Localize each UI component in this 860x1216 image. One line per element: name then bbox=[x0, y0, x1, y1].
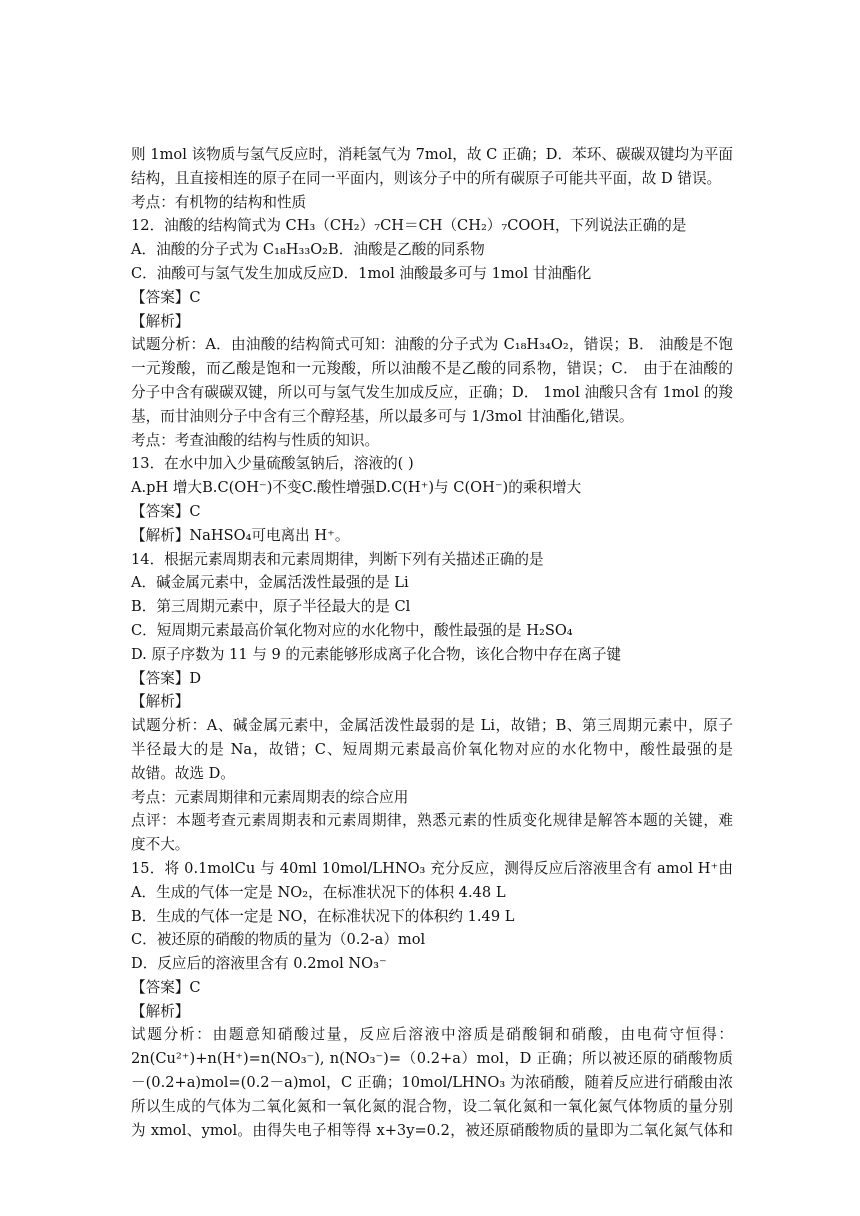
text-line bbox=[131, 476, 733, 500]
option-text: A.pH 增大 bbox=[131, 479, 203, 497]
text-line: 15．将 0.1molCu 与 40ml 10mol/LHNO₃ 充分反应，测得反应后溶液里含有 amol H⁺由 bbox=[131, 859, 733, 877]
text-line: 则 1mol 该物质与氢气反应时，消耗氢气为 7mol，故 C 正确；D．苯环、碳碳双键均为平面 bbox=[131, 146, 733, 163]
text-line: D．反应后的溶液里含有 0.2mol NO₃⁻ bbox=[131, 955, 387, 973]
option-text: C.酸性增强 bbox=[301, 479, 376, 497]
text-line: 试题分析：A、碱金属元素中，金属活泼性最弱的是 Li，故错；B、第三周期元素中，原子 bbox=[131, 717, 733, 735]
text-line: 一元羧酸，而乙酸是饱和一元羧酸，所以油酸不是乙酸的同系物，错误；C． 由于在油酸的 bbox=[131, 360, 733, 378]
text-line bbox=[131, 262, 733, 286]
text-line: A．生成的气体一定是 NO₂，在标准状况下的体积 4.48 L bbox=[131, 883, 506, 901]
text-line: D. 原子序数为 11 与 9 的元素能够形成离子化合物，该化合物中存在离子键 bbox=[131, 645, 622, 663]
text-line: 点评：本题考查元素周期表和元素周期律，熟悉元素的性质变化规律是解答本题的关键，难 bbox=[131, 812, 733, 830]
text-line: 为 xmol、ymol。由得失电子相等得 x+3y=0.2，被还原硝酸物质的量即为二氧化氮气体和 bbox=[131, 1121, 733, 1139]
text-line: 基，而甘油则分子中含有三个醇羟基，所以最多可与 1/3mol 甘油酯化,错误。 bbox=[131, 407, 634, 425]
text-line: 2n(Cu²⁺)+n(H⁺)=n(NO₃⁻), n(NO₃⁻)=（0.2+a）mol，D 正确；所以被还原的硝酸物质 bbox=[131, 1050, 733, 1068]
text-line: 分子中含有碳碳双键，所以可与氢气发生加成反应，正确；D． 1mol 油酸只含有 1mol 的羧 bbox=[131, 383, 733, 401]
option-text: A．油酸的分子式为 C₁₈H₃₃O₂ bbox=[131, 241, 329, 259]
text-line: 【答案】C bbox=[131, 288, 201, 306]
text-line: 结构，且直接相连的原子在同一平面内，则该分子中的所有碳原子可能共平面，故 D 错误。 bbox=[131, 169, 722, 187]
text-line: 【解析】NaHSO₄可电离出 H⁺。 bbox=[131, 526, 350, 544]
option-text: D.C(H⁺)与 C(OH⁻)的乘积增大 bbox=[375, 479, 582, 497]
text-line: B．第三周期元素中，原子半径最大的是 Cl bbox=[131, 598, 411, 616]
text-line: 【答案】C bbox=[131, 502, 201, 520]
option-text: B.C(OH⁻)不变 bbox=[202, 479, 302, 497]
text-line: 考点：考查油酸的结构与性质的知识。 bbox=[131, 431, 380, 449]
text-line: C．短周期元素最高价氧化物对应的水化物中，酸性最强的是 H₂SO₄ bbox=[131, 621, 573, 639]
text-line: 12．油酸的结构简式为 CH₃（CH₂）₇CH＝CH（CH₂）₇COOH，下列说法正确的是 bbox=[131, 217, 687, 235]
text-line: 试题分析：A．由油酸的结构简式可知：油酸的分子式为 C₁₈H₃₄O₂，错误；B． 油酸是不饱 bbox=[131, 336, 733, 354]
text-line: 所以生成的气体为二氧化氮和一氧化氮的混合物，设二氧化氮和一氧化氮气体物质的量分别 bbox=[131, 1097, 733, 1115]
text-line: C．被还原的硝酸的物质的量为（0.2-a）mol bbox=[131, 931, 426, 949]
text-line: 度不大。 bbox=[131, 836, 190, 854]
text-line: －(0.2+a)mol=(0.2－a)mol，C 正确；10mol/LHNO₃ 为浓硝酸，随着反应进行硝酸由浓 bbox=[131, 1074, 733, 1092]
text-line: 考点：有机物的结构和性质 bbox=[131, 193, 307, 211]
option-text: C．油酸可与氢气发生加成反应 bbox=[131, 264, 332, 282]
text-line: 【解析】 bbox=[131, 312, 190, 330]
text-line: 考点：元素周期律和元素周期表的综合应用 bbox=[131, 788, 409, 806]
text-line: 半径最大的是 Na，故错；C、短周期元素最高价氧化物对应的水化物中，酸性最强的是 bbox=[131, 740, 733, 758]
text-line bbox=[131, 238, 733, 262]
text-line: 【答案】C bbox=[131, 978, 201, 996]
text-line: 【答案】D bbox=[131, 669, 202, 687]
option-text: B．油酸是乙酸的同系物 bbox=[328, 241, 485, 259]
text-line: 14．根据元素周期表和元素周期律，判断下列有关描述正确的是 bbox=[131, 550, 544, 568]
text-line: 【解析】 bbox=[131, 1002, 190, 1020]
text-line: A．碱金属元素中，金属活泼性最强的是 Li bbox=[131, 574, 409, 592]
text-line: 故错。故选 D。 bbox=[131, 764, 235, 782]
text-line: 13．在水中加入少量硫酸氢钠后，溶液的( ) bbox=[131, 455, 414, 473]
document-body bbox=[131, 143, 733, 1142]
text-line: B．生成的气体一定是 NO，在标准状况下的体积约 1.49 L bbox=[131, 907, 515, 925]
text-line: 试题分析：由题意知硝酸过量，反应后溶液中溶质是硝酸铜和硝酸，由电荷守恒得： bbox=[131, 1026, 733, 1044]
text-line: 【解析】 bbox=[131, 693, 190, 711]
option-text: D．1mol 油酸最多可与 1mol 甘油酯化 bbox=[331, 264, 592, 282]
